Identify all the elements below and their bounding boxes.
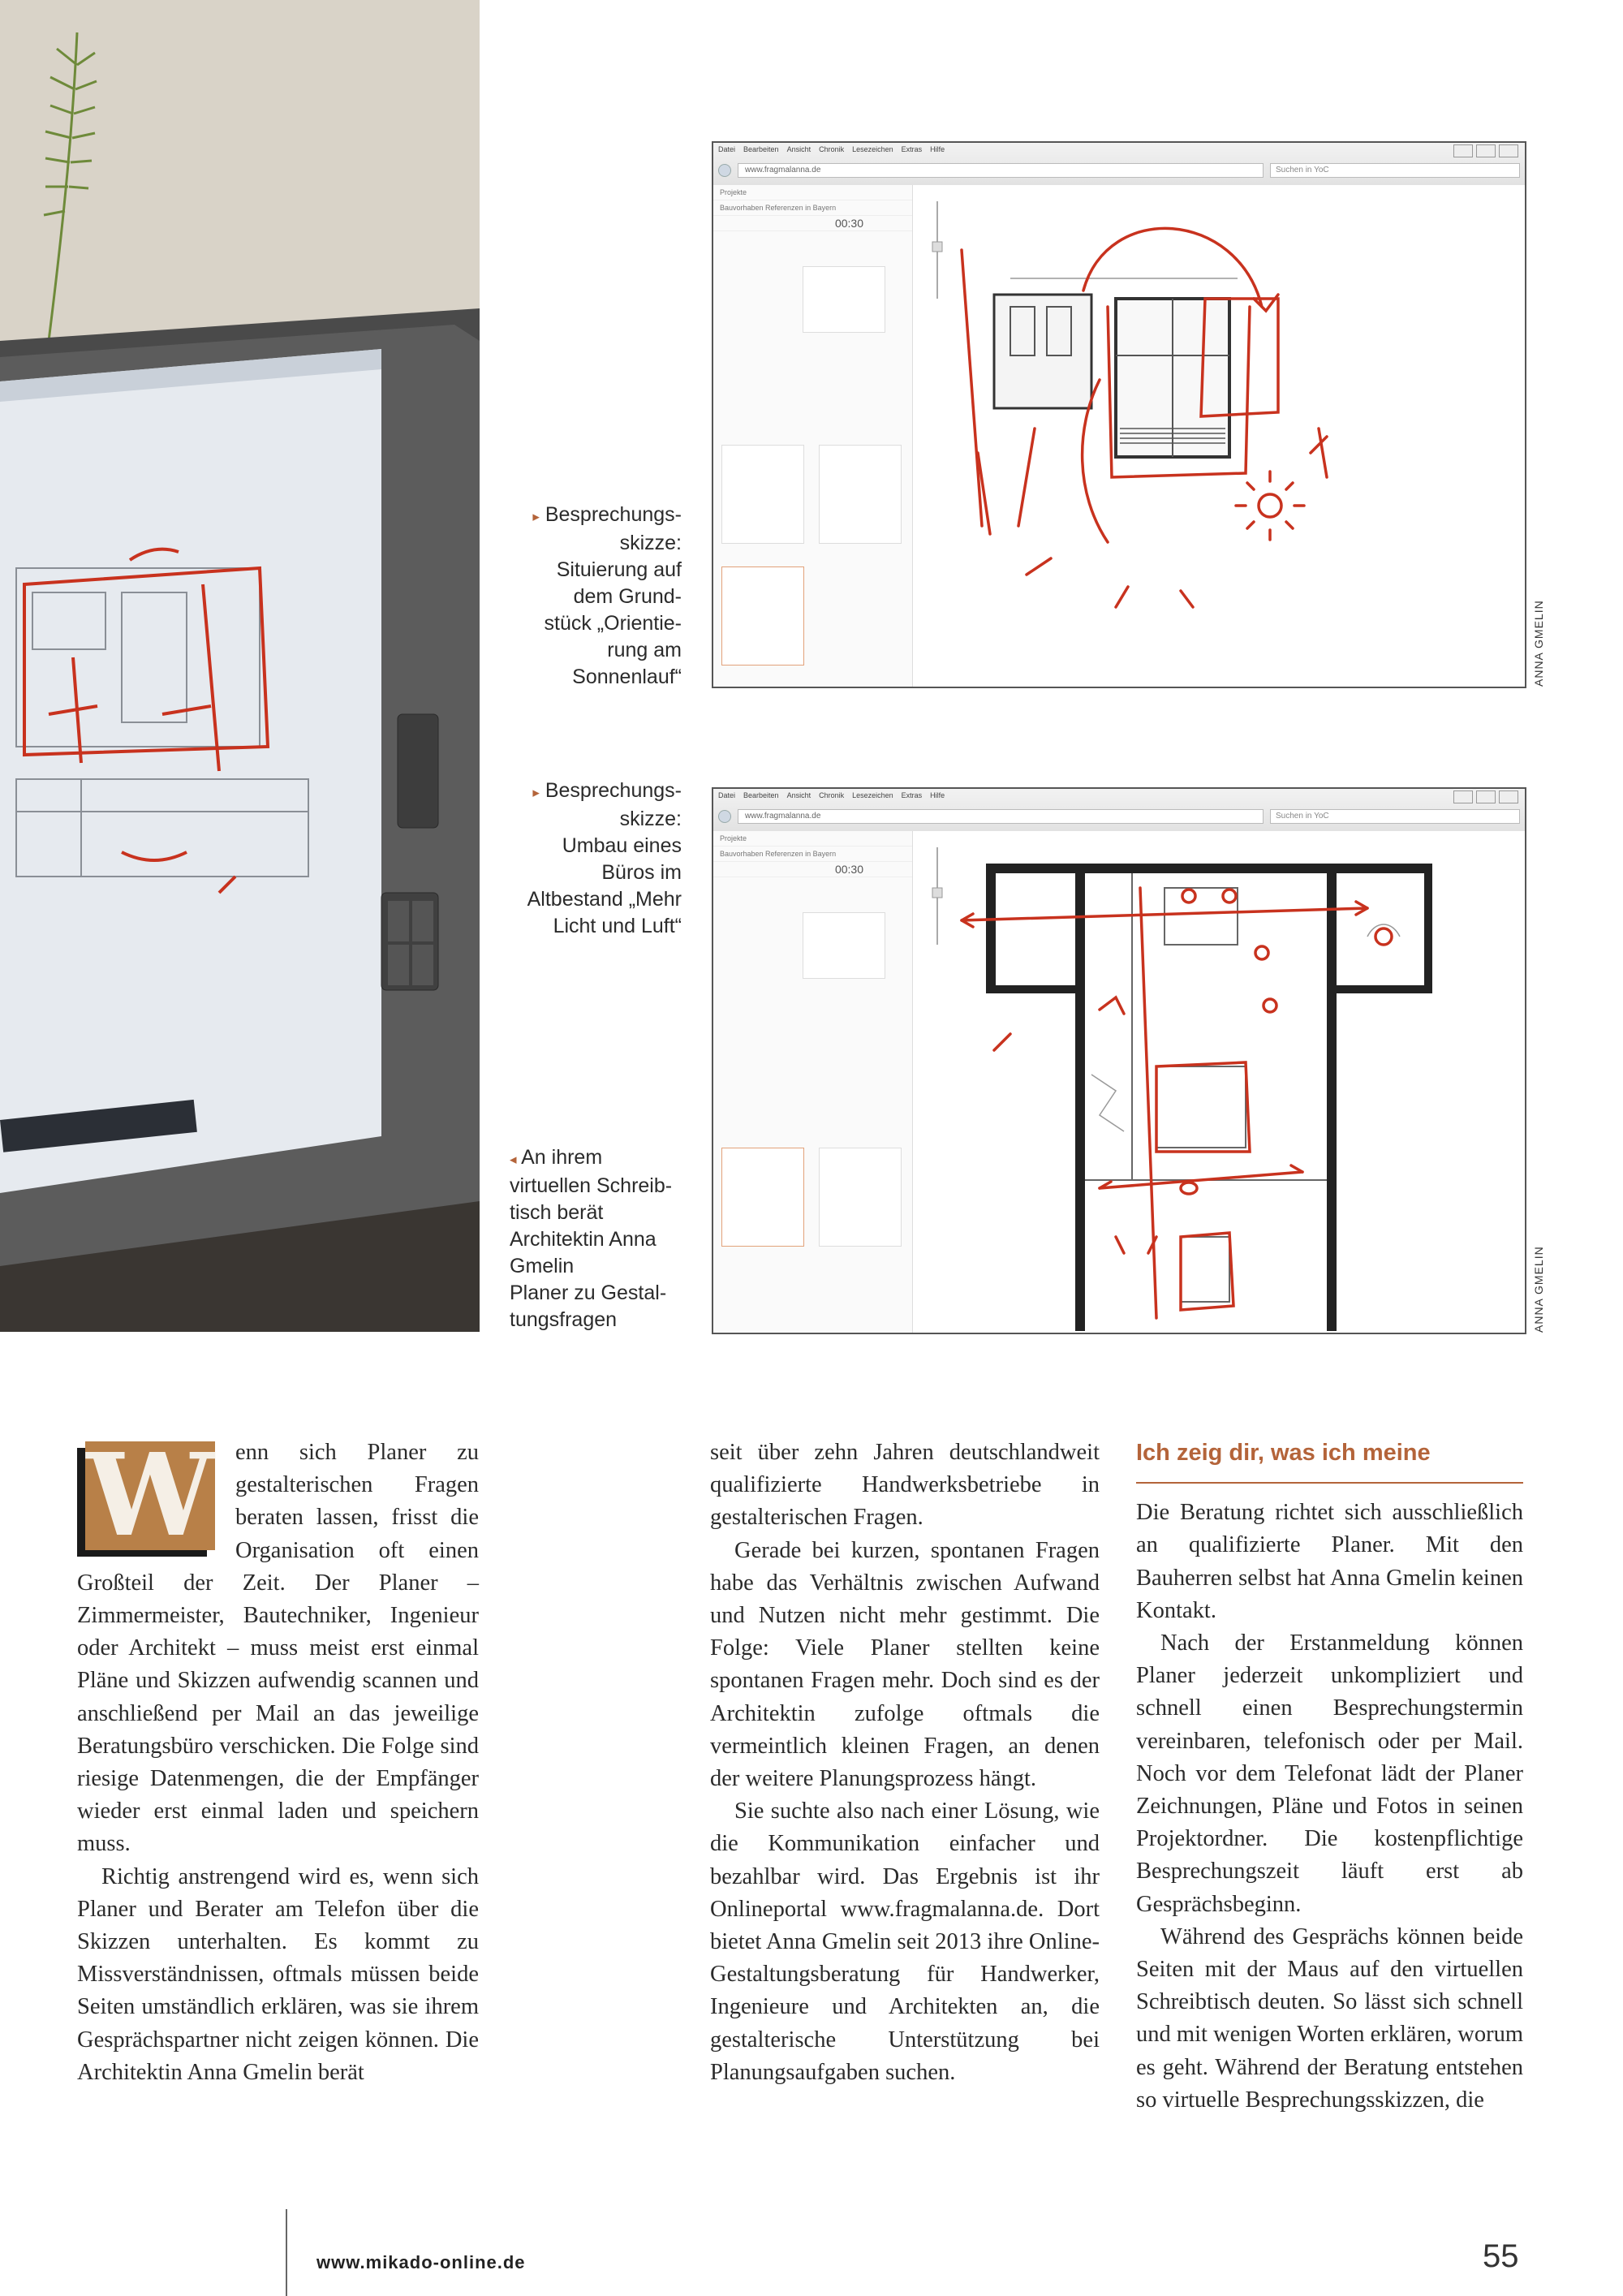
sketch-canvas <box>913 831 1525 1333</box>
timer: 00:30 <box>834 863 863 876</box>
caption-arrow-icon: ▸ <box>532 509 540 524</box>
thumbnail-selected <box>721 566 804 666</box>
thumbnail <box>819 445 902 544</box>
caption-line: Architektin Anna <box>510 1228 657 1251</box>
screenshot-office-plan <box>712 787 1526 1334</box>
sidebar-title: Bauvorhaben Referenzen in Bayern <box>713 846 912 862</box>
caption-line: Planer zu Gestal- <box>510 1282 667 1304</box>
menu-item: Lesezeichen <box>852 145 893 153</box>
browser-menu <box>718 145 945 153</box>
caption-line: tungsfragen <box>510 1308 618 1331</box>
sidebar-header: Projekte <box>713 831 912 846</box>
thumbnail <box>803 912 885 979</box>
paragraph: Richtig anstrengend wird es, wenn sich Planer und Berater am Telefon über die Skizzen unterhalten. Es kommt zu Missverständnissen, oftmals müssen beide Seiten umständlich erklären, was sie ihrem Gesprächspartner nicht zeigen können. Die Architektin Anna Gmelin berät <box>77 1863 479 2085</box>
search-field: Suchen in YoC <box>1270 163 1520 178</box>
url-field: www.fragmalanna.de <box>738 809 1264 824</box>
browser-toolbar <box>713 789 1525 832</box>
thumbnail <box>721 445 804 544</box>
dropcap-letter: W <box>86 1429 214 1562</box>
photo-credit: ANNA GMELIN <box>1532 600 1545 687</box>
back-icon <box>718 164 731 177</box>
caption-line: Licht und Luft“ <box>553 915 682 937</box>
paragraph: seit über zehn Jahren deutschlandweit qualifizierte Handwerksbetriebe in gestalterischen Fragen. <box>710 1440 1100 1531</box>
caption-tablet-photo <box>510 1144 696 1333</box>
menu-item: Hilfe <box>930 791 945 799</box>
browser-menu <box>718 791 945 799</box>
caption-line: tisch berät <box>510 1201 604 1224</box>
paragraph: enn sich Planer zu gestalterischen Fragen beraten lassen, frisst die Organisation oft einen Großteil der Zeit. Der Planer – Zimmermeister, Bautechniker, Ingenieur oder Architekt – muss meist erst einmal Pläne und Skizzen aufwendig scannen und anschließend per Mail an das jeweilige Beratungsbüro verschicken. Die Folge sind riesige Datenmengen, die der Empfänger wieder erst einmal laden und speichern muss. <box>77 1440 479 1857</box>
caption-line: Altbestand „Mehr <box>527 888 682 911</box>
menu-item: Datei <box>718 791 736 799</box>
url-field: www.fragmalanna.de <box>738 163 1264 178</box>
page-number: 55 <box>1483 2238 1519 2274</box>
window-controls <box>1453 144 1518 157</box>
caption-line: Situierung auf <box>556 558 682 581</box>
caption-line: Besprechungs- <box>545 779 682 802</box>
menu-item: Extras <box>901 145 923 153</box>
article-column-3 <box>1136 1437 1523 2117</box>
menu-item: Bearbeiten <box>743 791 779 799</box>
caption-line: skizze: <box>619 808 682 830</box>
menu-item: Ansicht <box>786 145 812 153</box>
menu-item: Chronik <box>819 791 845 799</box>
article-column-2 <box>710 1437 1100 2089</box>
dropcap <box>77 1429 219 1562</box>
timer: 00:30 <box>834 217 863 230</box>
caption-line: Sonnenlauf“ <box>572 666 682 688</box>
paragraph: Gerade bei kurzen, spontanen Fragen habe das Verhältnis zwischen Aufwand und Nutzen nicht mehr gestimmt. Die Folge: Viele Planer stellten keine spontanen Fragen mehr. Doch sind es der Architektin zufolge oftmals die vermeintlich kleinen Fragen, an denen der weitere Planungsprozess hängt. <box>710 1537 1100 1792</box>
caption-line: dem Grund- <box>573 585 682 608</box>
article-column-1 <box>77 1429 479 2089</box>
sidebar-header: Projekte <box>713 185 912 200</box>
menu-item: Datei <box>718 145 736 153</box>
sidebar-title: Bauvorhaben Referenzen in Bayern <box>713 200 912 216</box>
caption-line: rung am <box>607 639 682 661</box>
menu-item: Chronik <box>819 145 845 153</box>
caption-arrow-icon: ▸ <box>532 785 540 800</box>
project-sidebar <box>713 831 913 1333</box>
caption-line: Umbau eines <box>562 834 682 857</box>
window-controls <box>1453 790 1518 803</box>
paragraph: Die Beratung richtet sich ausschließlich an qualifizierte Planer. Mit den Bauherren selbst hat Anna Gmelin keinen Kontakt. <box>1136 1500 1523 1623</box>
screenshot-site-plan <box>712 141 1526 688</box>
caption-line: Büros im <box>601 861 682 884</box>
caption-line: stück „Orientie- <box>544 612 682 635</box>
footer-divider <box>286 2209 287 2296</box>
caption-site-plan <box>519 502 682 691</box>
menu-item: Extras <box>901 791 923 799</box>
menu-item: Bearbeiten <box>743 145 779 153</box>
caption-line: Gmelin <box>510 1255 575 1277</box>
caption-line: Besprechungs- <box>545 503 682 526</box>
thumbnail <box>819 1148 902 1247</box>
photo-credit: ANNA GMELIN <box>1532 1246 1545 1333</box>
sketch-canvas <box>913 185 1525 687</box>
caption-arrow-icon: ◂ <box>510 1152 517 1167</box>
paragraph: Nach der Erstanmeldung können Planer jederzeit unkompliziert und schnell einen Besprechungstermin vereinbaren, telefonisch oder per Mail. Noch vor dem Telefonat lädt der Planer Zeichnungen, Pläne und Fotos in seinen Projektordner. Die kostenpflichtige Besprechungszeit läuft erst ab Gesprächsbeginn. <box>1136 1630 1523 1917</box>
caption-line: An ihrem <box>521 1146 603 1169</box>
search-field: Suchen in YoC <box>1270 809 1520 824</box>
thumbnail <box>803 266 885 333</box>
tablet-photo <box>0 0 480 1332</box>
menu-item: Ansicht <box>786 791 812 799</box>
menu-item: Hilfe <box>930 145 945 153</box>
caption-line: skizze: <box>619 532 682 554</box>
caption-office-plan <box>519 778 682 940</box>
footer-url: www.mikado-online.de <box>316 2252 526 2272</box>
paragraph: Sie suchte also nach einer Lösung, wie die Kommunikation einfacher und bezahlbar wird. Das Ergebnis ist ihr Onlineportal www.fragmalanna.de. Dort bietet Anna Gmelin seit 2013 ihre Online-Gestaltungsberatung für Handwerker, Ingenieure und Architekten an, die gestalterische Unterstützung bei Planungsaufgaben suchen. <box>710 1798 1100 2085</box>
paragraph: Während des Gesprächs können beide Seiten mit der Maus auf den virtuellen Schreibtisch deuten. So lässt sich schnell und mit wenigen Worten erklären, worum es geht. Während der Beratung entstehen so virtuelle Besprechungsskizzen, die <box>1136 1923 1523 2113</box>
back-icon <box>718 810 731 823</box>
menu-item: Lesezeichen <box>852 791 893 799</box>
thumbnail-selected <box>721 1148 804 1247</box>
section-heading: Ich zeig dir, was ich meine <box>1136 1437 1523 1484</box>
project-sidebar <box>713 185 913 687</box>
caption-line: virtuellen Schreib- <box>510 1174 673 1197</box>
browser-toolbar <box>713 143 1525 186</box>
